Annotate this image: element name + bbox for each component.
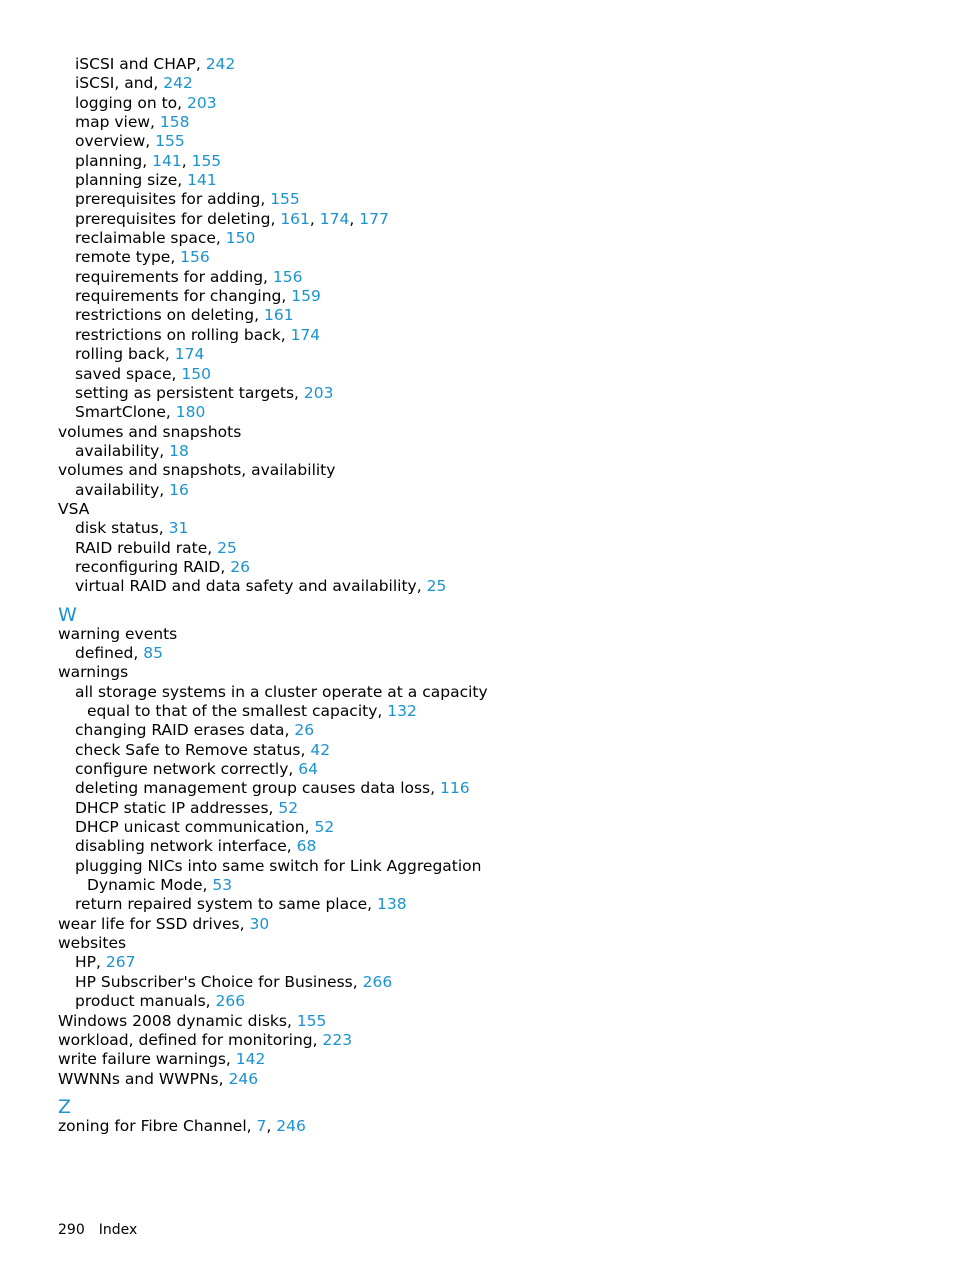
page-link[interactable]: 246 bbox=[228, 1069, 259, 1088]
index-entry bbox=[58, 915, 908, 934]
page-link[interactable]: 53 bbox=[212, 876, 233, 895]
page-link[interactable]: 174 bbox=[174, 345, 205, 364]
page-link[interactable]: 52 bbox=[314, 818, 335, 837]
page-link[interactable]: 159 bbox=[291, 287, 321, 306]
index-entry-label: HP Subscriber's Choice for Business, bbox=[75, 972, 363, 991]
page-link[interactable]: 141 bbox=[152, 151, 182, 170]
index-entry-label: DHCP static IP addresses, bbox=[75, 798, 279, 817]
index-entry bbox=[58, 1012, 908, 1031]
index-entry-label: remote type, bbox=[75, 248, 181, 267]
index-entry bbox=[58, 384, 908, 403]
index-list bbox=[58, 55, 908, 1136]
index-entry bbox=[58, 326, 908, 345]
page-link[interactable]: 242 bbox=[163, 74, 193, 93]
index-entry-label: product manuals, bbox=[75, 992, 216, 1011]
index-entry bbox=[58, 992, 908, 1011]
index-entry-label: return repaired system to same place, bbox=[75, 895, 378, 914]
index-entry-label: map view, bbox=[75, 113, 160, 132]
index-entry-label: changing RAID erases data, bbox=[75, 721, 295, 740]
page-link[interactable]: 64 bbox=[298, 760, 318, 779]
index-entry bbox=[58, 190, 908, 209]
index-entry bbox=[58, 1117, 908, 1136]
index-entry-label: volumes and snapshots, availability bbox=[58, 461, 336, 480]
page-link[interactable]: 246 bbox=[276, 1116, 306, 1135]
page-link[interactable]: 174 bbox=[319, 209, 350, 228]
page-link[interactable]: 85 bbox=[143, 643, 163, 662]
page-link[interactable]: 30 bbox=[249, 914, 270, 933]
index-entry bbox=[58, 94, 908, 113]
index-entry-label: prerequisites for adding, bbox=[75, 190, 271, 209]
index-entry-label: HP, bbox=[75, 953, 106, 972]
index-entry bbox=[58, 519, 908, 538]
index-letter-heading: W bbox=[58, 603, 77, 626]
page-link[interactable]: 155 bbox=[296, 1011, 327, 1030]
page-link[interactable]: 161 bbox=[263, 306, 294, 325]
index-entry bbox=[58, 287, 908, 306]
page-link[interactable]: 266 bbox=[215, 992, 246, 1011]
page-link[interactable]: 138 bbox=[377, 895, 407, 914]
page-link[interactable]: 242 bbox=[205, 55, 236, 73]
index-entry bbox=[58, 229, 908, 248]
index-entry-label: requirements for changing, bbox=[75, 287, 292, 306]
index-entry bbox=[58, 132, 908, 151]
index-entry bbox=[58, 799, 908, 818]
index-entry-label: iSCSI, and, bbox=[75, 74, 164, 93]
index-entry bbox=[58, 461, 908, 480]
index-entry bbox=[58, 857, 908, 876]
index-entry-label: volumes and snapshots bbox=[58, 422, 242, 441]
page-link[interactable]: 26 bbox=[294, 721, 315, 740]
index-entry bbox=[58, 625, 908, 644]
page-link[interactable]: 52 bbox=[278, 798, 299, 817]
page-link[interactable]: 16 bbox=[169, 480, 189, 499]
index-entry-label: overview, bbox=[75, 132, 156, 151]
index-entry-label: zoning for Fibre Channel, bbox=[58, 1116, 257, 1135]
page-link[interactable]: 150 bbox=[225, 229, 256, 248]
index-entry bbox=[58, 1031, 908, 1050]
index-entry-label: Windows 2008 dynamic disks, bbox=[58, 1011, 297, 1030]
index-entry-label: SmartClone, bbox=[75, 403, 176, 422]
index-entry-label: availability, bbox=[75, 480, 170, 499]
page-link[interactable]: 156 bbox=[272, 267, 303, 286]
page-link[interactable]: 267 bbox=[105, 953, 136, 972]
index-entry bbox=[58, 210, 908, 229]
page-link[interactable]: 156 bbox=[180, 248, 210, 267]
index-entry-label: disabling network interface, bbox=[75, 837, 297, 856]
index-entry bbox=[58, 539, 908, 558]
page-separator: , bbox=[349, 209, 360, 228]
index-entry bbox=[58, 442, 908, 461]
index-entry-label: DHCP unicast communication, bbox=[75, 818, 315, 837]
index-entry bbox=[58, 74, 908, 93]
index-entry-label: write failure warnings, bbox=[58, 1050, 236, 1069]
index-entry-label: setting as persistent targets, bbox=[75, 383, 304, 402]
index-entry bbox=[58, 152, 908, 171]
page-link[interactable]: 266 bbox=[362, 972, 393, 991]
index-entry bbox=[58, 973, 908, 992]
index-entry-label: workload, defined for monitoring, bbox=[58, 1030, 323, 1049]
footer-section: Index bbox=[98, 1222, 138, 1238]
index-entry-label: planning size, bbox=[75, 171, 188, 190]
page-footer bbox=[58, 1222, 137, 1238]
index-entry bbox=[58, 171, 908, 190]
page-link[interactable]: 42 bbox=[310, 740, 331, 759]
index-letter-heading: Z bbox=[58, 1095, 72, 1118]
index-entry bbox=[58, 268, 908, 287]
index-entry bbox=[58, 345, 908, 364]
index-entry bbox=[58, 837, 908, 856]
index-entry bbox=[58, 934, 908, 953]
page-link[interactable]: 158 bbox=[159, 113, 190, 132]
index-entry bbox=[58, 779, 908, 798]
index-entry bbox=[58, 702, 908, 721]
page-link[interactable]: 142 bbox=[235, 1050, 266, 1069]
index-entry-label: availability, bbox=[75, 441, 170, 460]
index-entry bbox=[58, 953, 908, 972]
index-entry bbox=[58, 481, 908, 500]
page-link[interactable]: 155 bbox=[270, 190, 300, 209]
index-entry-label: logging on to, bbox=[75, 93, 188, 112]
index-entry-label: reconfiguring RAID, bbox=[75, 557, 231, 576]
index-entry-label: rolling back, bbox=[75, 345, 175, 364]
page-link[interactable]: 177 bbox=[359, 209, 389, 228]
index-entry-label: requirements for adding, bbox=[75, 267, 273, 286]
index-entry-label: disk status, bbox=[75, 519, 169, 538]
page-link[interactable]: 7 bbox=[256, 1116, 267, 1135]
page-link[interactable]: 203 bbox=[187, 93, 217, 112]
page-link[interactable]: 25 bbox=[426, 577, 447, 596]
index-entry-label: websites bbox=[58, 934, 127, 953]
index-entry bbox=[58, 876, 908, 895]
page-link[interactable]: 203 bbox=[303, 383, 334, 402]
page-link[interactable]: 25 bbox=[217, 538, 237, 557]
index-entry bbox=[58, 683, 908, 702]
index-entry bbox=[58, 721, 908, 740]
index-entry bbox=[58, 577, 908, 596]
page-link[interactable]: 26 bbox=[230, 557, 250, 576]
index-entry bbox=[58, 500, 908, 519]
index-entry bbox=[58, 558, 908, 577]
index-entry-label: equal to that of the smallest capacity, bbox=[87, 702, 388, 720]
index-entry bbox=[58, 423, 908, 442]
index-entry-label: WWNNs and WWPNs, bbox=[58, 1069, 229, 1088]
index-entry-label: saved space, bbox=[75, 364, 182, 383]
index-entry-label: warnings bbox=[58, 663, 129, 682]
page-link[interactable]: 155 bbox=[191, 151, 222, 170]
index-entry-label: VSA bbox=[58, 499, 90, 518]
index-entry-label: virtual RAID and data safety and availability, bbox=[75, 577, 427, 596]
page-link[interactable]: 18 bbox=[169, 441, 189, 460]
index-entry-label: all storage systems in a cluster operate at a capacity bbox=[75, 682, 488, 701]
index-entry-label: restrictions on rolling back, bbox=[75, 325, 291, 344]
index-entry bbox=[58, 818, 908, 837]
index-entry bbox=[58, 663, 908, 682]
index-entry-label: deleting management group causes data loss, bbox=[75, 779, 440, 798]
index-entry bbox=[58, 760, 908, 779]
index-entry-label: wear life for SSD drives, bbox=[58, 914, 250, 933]
page-link[interactable]: 141 bbox=[187, 171, 217, 190]
index-entry-label: prerequisites for deleting, bbox=[75, 209, 281, 228]
page-link[interactable]: 116 bbox=[439, 779, 470, 798]
index-entry-label: configure network correctly, bbox=[75, 760, 299, 779]
index-entry bbox=[58, 113, 908, 132]
page-link[interactable]: 150 bbox=[181, 364, 211, 383]
index-entry-label: check Safe to Remove status, bbox=[75, 740, 311, 759]
index-entry bbox=[58, 1070, 908, 1089]
page-number: 290 bbox=[58, 1222, 85, 1238]
index-entry bbox=[58, 741, 908, 760]
page-link[interactable]: 155 bbox=[155, 132, 185, 151]
index-entry bbox=[58, 306, 908, 325]
page-link[interactable]: 161 bbox=[280, 209, 310, 228]
page-link[interactable]: 31 bbox=[168, 519, 189, 538]
page-separator: , bbox=[181, 151, 192, 170]
index-entry-label: RAID rebuild rate, bbox=[75, 538, 218, 557]
page-separator: , bbox=[309, 209, 320, 228]
page-link[interactable]: 174 bbox=[290, 325, 321, 344]
index-entry bbox=[58, 895, 908, 914]
index-entry-label: planning, bbox=[75, 151, 153, 170]
index-entry-label: warning events bbox=[58, 624, 178, 643]
index-entry-label: defined, bbox=[75, 643, 144, 662]
index-entry bbox=[58, 55, 908, 74]
index-entry bbox=[58, 644, 908, 663]
page-link[interactable]: 180 bbox=[175, 403, 206, 422]
index-entry-label: restrictions on deleting, bbox=[75, 306, 264, 325]
index-entry bbox=[58, 403, 908, 422]
index-entry-label: reclaimable space, bbox=[75, 229, 226, 248]
index-entry-label: Dynamic Mode, bbox=[87, 876, 213, 895]
index-entry-label: iSCSI and CHAP, bbox=[75, 55, 206, 73]
page-link[interactable]: 68 bbox=[296, 837, 317, 856]
page-link[interactable]: 223 bbox=[322, 1030, 353, 1049]
index-entry-label: plugging NICs into same switch for Link Aggregation bbox=[75, 856, 482, 875]
index-entry bbox=[58, 365, 908, 384]
index-entry bbox=[58, 1050, 908, 1069]
page-link[interactable]: 132 bbox=[387, 702, 417, 720]
index-entry bbox=[58, 248, 908, 267]
page-separator: , bbox=[266, 1116, 277, 1135]
